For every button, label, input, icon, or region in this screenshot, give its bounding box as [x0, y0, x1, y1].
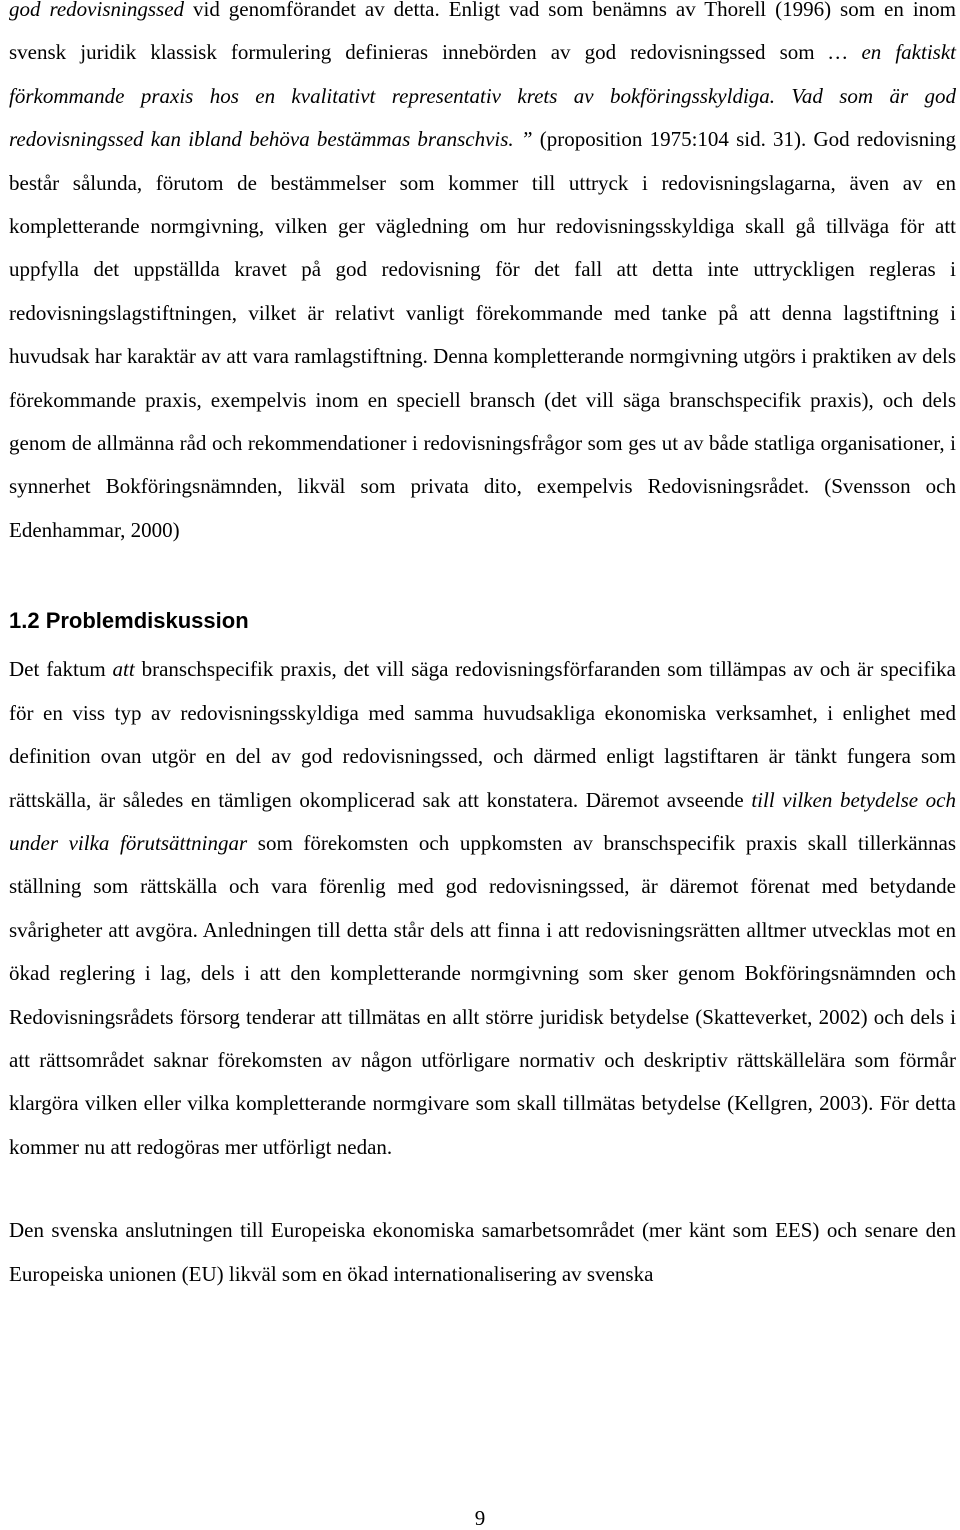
paragraph [9, 0, 956, 552]
paragraph [9, 1209, 956, 1296]
paragraph-text: branschspecifik praxis, det vill säga redovisningsförfaranden som tillämpas av och är specifika för en viss typ av redovisningsskyldiga med samma huvudsakliga ekonomiska verksamhet, i enlighet med definition ovan utgör en del av god redovisningssed, och därmed enligt lagstiftaren är tänkt fungera som rättskälla, är således en tämligen okomplicerad sak att konstatera. Däremot avseende [9, 657, 956, 812]
section-heading: 1.2 Problemdiskussion [9, 608, 249, 634]
document-page [9, 0, 956, 1296]
paragraph-text: Den svenska anslutningen till Europeiska ekonomiska samarbetsområdet (mer känt som EES) och senare den Europeiska unionen (EU) likväl som en ökad internationalisering av svenska [9, 1218, 956, 1286]
emphasis-text: att [112, 657, 135, 682]
paragraph-text: god redovisningssed [9, 0, 185, 21]
paragraph-text: som förekomsten och uppkomsten av branschspecifik praxis skall tillerkännas ställning som rättskälla och vara förenlig med god redovisningssed, är däremot förenat med betydande svårigheter att avgöra. Anledningen till detta står dels att finna i att redovisningsrätten alltmer utvecklas mot en ökad reglering i lag, dels i att den kompletterande normgivning som sker genom Bokföringsnämnden och Redovisningsrådets försorg tenderar att tillmätas en allt större juridisk betydelse (Skatteverket, 2002) och dels i att rättsområdet saknar förekomsten av någon utförligare normativ och deskriptiv rättskällelära som förmår klargöra vilken eller vilka kompletterande normgivare som skall tillmätas betydelse (Kellgren, 2003). För detta kommer nu att redogöras mer utförligt nedan. [9, 830, 957, 1159]
emphasis-text: till vilken betydelse och under vilka förutsättningar [9, 787, 956, 855]
paragraph [9, 648, 956, 1169]
page-number: 9 [474, 1506, 486, 1530]
paragraph-text: (proposition 1975:104 sid. 31). God redovisning består sålunda, förutom de bestämmelser som kommer till uttryck i redovisningslagarna, även av en kompletterande normgivning, vilken ger vägledning om hur redovisningsskyldiga skall gå tillväga för att uppfylla det uppställda kravet på god redovisning för det fall att detta inte uttryckligen regleras i redovisningslagstiftningen, vilket är relativt vanligt förekommande med tanke på att denna lagstiftning i huvudsak har karaktär av att vara ramlagstiftning. Denna kompletterande normgivning utgörs i praktiken av dels förekommande praxis, exempelvis inom en speciell bransch (det vill säga branschspecifik praxis), och dels genom de allmänna råd och rekommendationer i redovisningsfrågor som ges ut av både statliga organisationer, i synnerhet Bokföringsnämnden, likväl som privata dito, exempelvis Redovisningsrådet. (Svensson och Edenhammar, 2000) [9, 127, 956, 542]
paragraph-text: vid genomförandet av detta. Enligt vad som benämns av Thorell (1996) som en inom svensk juridik klassisk formulering definieras innebörden av god redovisningssed som [9, 0, 956, 65]
quotation-text: … en faktiskt förkommande praxis hos en kvalitativt representativ krets av bokföringsskyldiga. Vad som är god redovisningssed kan ibland behöva bestämmas branschvis. ” [9, 40, 956, 152]
paragraph-text: Det faktum [9, 657, 113, 682]
